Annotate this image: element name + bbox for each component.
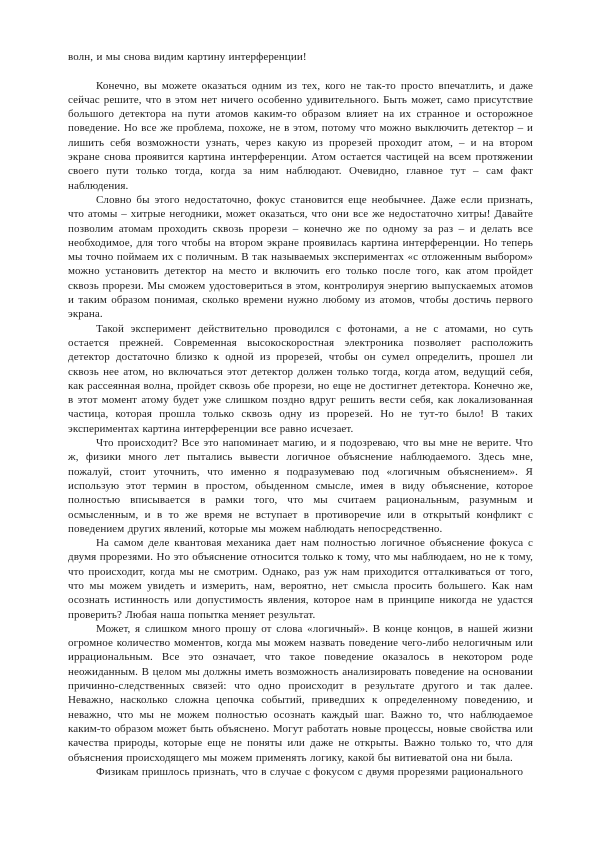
paragraph: Может, я слишком много прошу от слова «логичный». В конце концов, в нашей жизни огромное количество моментов, когда мы можем назвать поведение чего-либо нелогичным или иррациональным. Все это означает, что такое поведение оказалось в некотором роде неожиданным. В целом мы должны иметь возможность анализировать поведение на основании причинно-следственных связей: что одно происходит в результате другого и так далее. Неважно, насколько сложна цепочка событий, приведших к определенному поведению, и неважно, что мы не можем полностью осознать каждый шаг. Важно то, что наблюдаемое каким-то образом может быть объяснено. Могут работать новые процессы, новые свойства или качества природы, которые еще не поняты или даже не открыты. Важно только то, что для объяснения происходящего мы можем применять логику, какой бы витиеватой она ни была. (68, 622, 533, 764)
paragraph: Словно бы этого недостаточно, фокус становится еще необычнее. Даже если признать, что атомы – хитрые негодники, может оказаться, что они все же недостаточно хитры! Давайте позволим атомам проходить сквозь прорези – конечно же по одному за раз – и делать все необходимое, для того чтобы на втором экране проявилась картина интерференции. Но теперь мы точно поймаем их с поличным. В так называемых экспериментах «с отложенным выбором» можно установить детектор на место и включить его только после того, как атом пройдет сквозь прорези. Мы сможем удостовериться в этом, контролируя энергию выпускаемых атомов и таким образом понимая, сколько времени нужно любому из атомов, чтобы достичь первого экрана. (68, 193, 533, 321)
paragraph: Что происходит? Все это напоминает магию, и я подозреваю, что вы мне не верите. Что ж, физики много лет пытались вывести логичное объяснение наблюдаемого. Здесь мне, пожалуй, стоит уточнить, что именно я подразумеваю под «логичным объяснением». Я использую этот термин в простом, обыденном смысле, имея в виду объяснение, которое полностью вписывается в рамки того, что мы считаем рациональным, разумным и осмысленным, и в то же время не вступает в противоречие или в открытый конфликт с поведением других явлений, которые мы можем наблюдать непосредственно. (68, 437, 533, 535)
paragraph: Физикам пришлось признать, что в случае с фокусом с двумя прорезями рационального (96, 765, 524, 778)
paragraph: На самом деле квантовая механика дает нам полностью логичное объяснение фокуса с двумя прорезями. Но это объяснение относится только к тому, что мы наблюдаем, но не к тому, что происходит, когда мы не смотрим. Однако, раз уж нам приходится отталкиваться от того, что мы можем увидеть и измерить, нам, вероятно, нет смысла просить большего. Как нам осознать истинность или допустимость явления, которое нам в принципе никогда не удастся проверить? Любая наша попытка меняет результат. (68, 537, 533, 621)
text-column (68, 50, 533, 779)
paragraph: Такой эксперимент действительно проводился с фотонами, а не с атомами, но суть остается прежней. Современная высокоскоростная электроника позволяет расположить детектор достаточно близко к одной из прорезей, чтобы он сумел определить, прошел ли сквозь нее атом, но включаться этот детектор должен только тогда, когда атом, ведущий себя, как рассеянная волна, пройдет сквозь обе прорези, но еще не достигнет детектора. Конечно же, в этот момент атому будет уже слишком поздно вдруг решить вести себя, как локализованная частица, которая прошла только сквозь одну из прорезей. Но не тут-то было! В таких экспериментах картина интерференции все равно исчезает. (68, 322, 533, 435)
paragraph: Конечно, вы можете оказаться одним из тех, кого не так-то просто впечатлить, и даже сейчас решите, что в этом нет ничего особенно удивительного. Быть может, само присутствие большого детектора на пути атомов каким-то образом влияет на их странное и осторожное поведение. Но все же проблема, похоже, не в этом, потому что можно выключить детектор – и лишить себя возможности узнать, через какую из прорезей проходит атом, – и на втором экране снова проявится картина интерференции. Атом остается частицей на всем протяжении своего пути только тогда, когда за ним наблюдают. Очевидно, главное тут – сам факт наблюдения. (68, 79, 533, 192)
paragraph-continuation: волн, и мы снова видим картину интерференции! (68, 51, 307, 63)
